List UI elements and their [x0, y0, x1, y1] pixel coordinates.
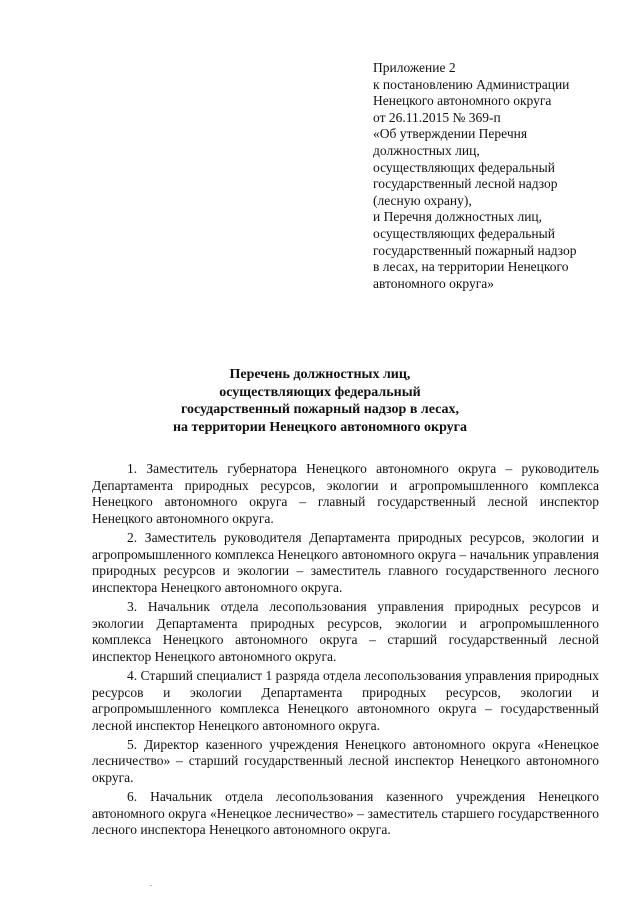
- appendix-line: автономного округа»: [373, 275, 494, 291]
- appendix-line: государственный пожарный надзор: [373, 242, 577, 258]
- appendix-line: Приложение 2: [373, 60, 456, 75]
- list-item: 1. Заместитель губернатора Ненецкого автономного округа – руководитель Департамента природных ресурсов, экологии и агропромышленного комплекса Ненецкого автономного округа – главный государственный лесной инспектор Ненецкого автономного округа.: [92, 461, 599, 526]
- appendix-line: должностных лиц,: [373, 142, 480, 158]
- appendix-line: осуществляющих федеральный: [373, 159, 555, 175]
- appendix-line: в лесах, на территории Ненецкого: [373, 259, 569, 275]
- list-item: 2. Заместитель руководителя Департамента природных ресурсов, экологии и агропромышленного комплекса Ненецкого автономного округа – начальник управления природных ресурсов и экологии – заместитель главного государственного лесного инспектора Ненецкого автономного округа.: [92, 529, 599, 595]
- appendix-line: к постановлению Администрации: [373, 76, 570, 92]
- position-list: [92, 461, 599, 842]
- title-line: Перечень должностных лиц,: [229, 367, 411, 382]
- appendix-line: Ненецкого автономного округа: [373, 93, 552, 109]
- list-item: 6. Начальник отдела лесопользования казенного учреждения Ненецкого автономного округа «Ненецкое лесничество» – заместитель старшего государственного лесного инспектора Ненецкого автономного округа.: [92, 789, 599, 838]
- appendix-header: [373, 60, 623, 292]
- appendix-line: (лесную охрану),: [373, 192, 472, 208]
- appendix-line: осуществляющих федеральный: [373, 225, 555, 241]
- appendix-line: государственный лесной надзор: [373, 176, 558, 192]
- title-line: осуществляющих федеральный: [219, 384, 421, 400]
- list-item: 4. Старший специалист 1 разряда отдела лесопользования управления природных ресурсов и экологии Департамента природных ресурсов, экологии и агропромышленного комплекса Ненецкого автономного округа – государственный лесной инспектор Ненецкого автономного округа.: [92, 667, 599, 733]
- appendix-line: от 26.11.2015 № 369-п: [373, 109, 501, 125]
- appendix-line: «Об утверждении Перечня: [373, 126, 528, 142]
- appendix-line: и Перечня должностных лиц,: [373, 209, 543, 225]
- title-line: на территории Ненецкого автономного округа: [172, 419, 468, 435]
- document-title: [80, 366, 560, 436]
- title-line: государственный пожарный надзор в лесах,: [180, 402, 460, 418]
- list-item: 5. Директор казенного учреждения Ненецкого автономного округа «Ненецкое лесничество» – старший государственный лесной инспектор Ненецкого автономного округа.: [92, 736, 599, 786]
- list-item: 3. Начальник отдела лесопользования управления природных ресурсов и экологии Департамента природных ресурсов, экологии и агропромышленного комплекса Ненецкого автономного округа – старший государственный лесной инспектор Ненецкого автономного округа.: [92, 598, 599, 664]
- scan-speck: [150, 885, 152, 886]
